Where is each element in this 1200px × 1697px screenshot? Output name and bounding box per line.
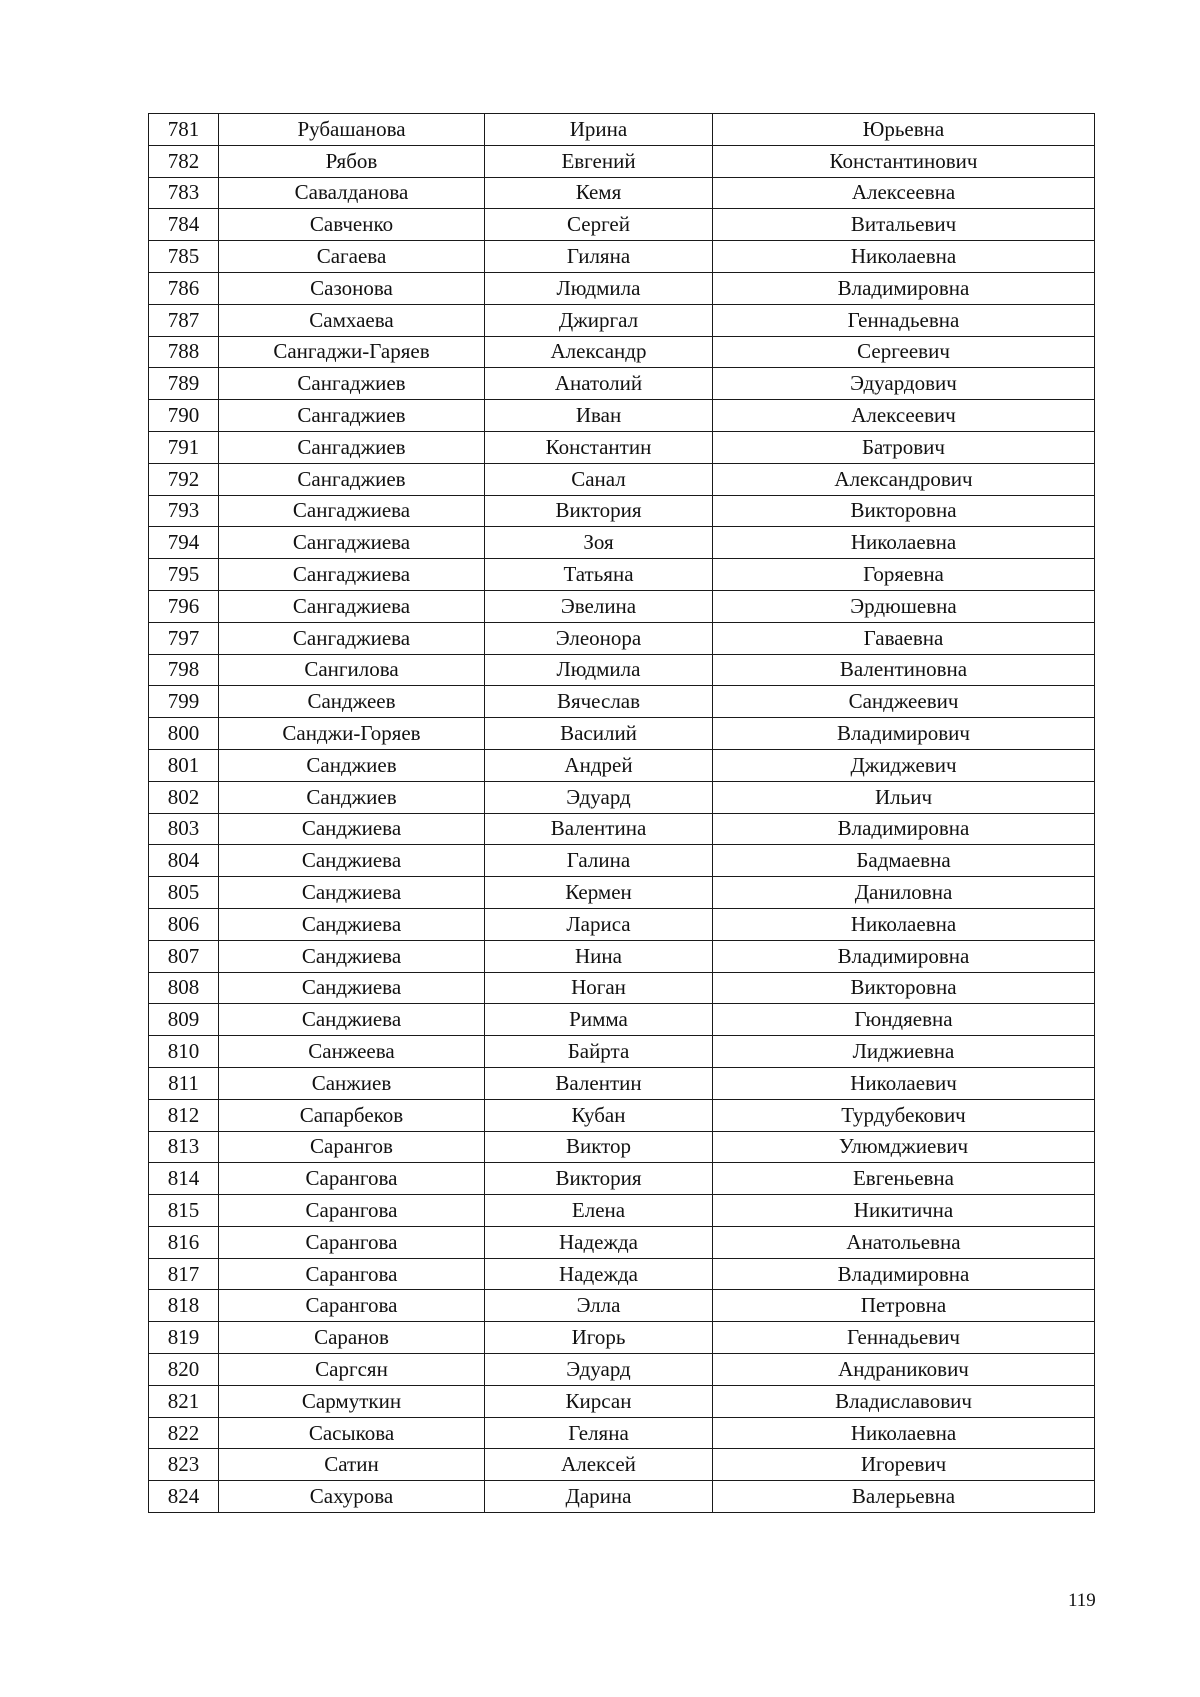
last-name-cell: Сарангова (219, 1226, 485, 1258)
table-row (149, 749, 1095, 781)
table-row (149, 336, 1095, 368)
first-name-cell: Виктория (485, 1163, 713, 1195)
document-page (148, 113, 1094, 1513)
last-name-cell: Сарангов (219, 1131, 485, 1163)
row-number-cell: 800 (149, 718, 219, 750)
row-number-cell: 808 (149, 972, 219, 1004)
row-number-cell: 815 (149, 1195, 219, 1227)
last-name-cell: Санджиева (219, 813, 485, 845)
table-row (149, 1131, 1095, 1163)
patronymic-cell: Владимировна (713, 272, 1095, 304)
first-name-cell: Виктория (485, 495, 713, 527)
first-name-cell: Зоя (485, 527, 713, 559)
row-number-cell: 822 (149, 1417, 219, 1449)
table-row (149, 1385, 1095, 1417)
patronymic-cell: Николаевич (713, 1067, 1095, 1099)
patronymic-cell: Владимировна (713, 940, 1095, 972)
first-name-cell: Гиляна (485, 241, 713, 273)
last-name-cell: Сармуткин (219, 1385, 485, 1417)
row-number-cell: 787 (149, 304, 219, 336)
patronymic-cell: Лиджиевна (713, 1036, 1095, 1068)
first-name-cell: Эвелина (485, 590, 713, 622)
table-row (149, 527, 1095, 559)
first-name-cell: Андрей (485, 749, 713, 781)
last-name-cell: Сахурова (219, 1481, 485, 1513)
name-table (148, 113, 1095, 1513)
table-row (149, 718, 1095, 750)
last-name-cell: Санджиева (219, 908, 485, 940)
patronymic-cell: Викторовна (713, 972, 1095, 1004)
table-row (149, 400, 1095, 432)
table-row (149, 463, 1095, 495)
last-name-cell: Саранов (219, 1322, 485, 1354)
patronymic-cell: Николаевна (713, 527, 1095, 559)
last-name-cell: Санджиев (219, 749, 485, 781)
row-number-cell: 796 (149, 590, 219, 622)
last-name-cell: Сагаева (219, 241, 485, 273)
patronymic-cell: Владимирович (713, 718, 1095, 750)
first-name-cell: Сергей (485, 209, 713, 241)
row-number-cell: 783 (149, 177, 219, 209)
row-number-cell: 803 (149, 813, 219, 845)
patronymic-cell: Даниловна (713, 877, 1095, 909)
last-name-cell: Рябов (219, 145, 485, 177)
patronymic-cell: Евгеньевна (713, 1163, 1095, 1195)
table-row (149, 241, 1095, 273)
first-name-cell: Надежда (485, 1226, 713, 1258)
first-name-cell: Евгений (485, 145, 713, 177)
patronymic-cell: Андраникович (713, 1354, 1095, 1386)
last-name-cell: Санджиев (219, 781, 485, 813)
patronymic-cell: Валерьевна (713, 1481, 1095, 1513)
row-number-cell: 792 (149, 463, 219, 495)
first-name-cell: Татьяна (485, 559, 713, 591)
first-name-cell: Валентин (485, 1067, 713, 1099)
table-row (149, 1481, 1095, 1513)
last-name-cell: Санжиев (219, 1067, 485, 1099)
row-number-cell: 816 (149, 1226, 219, 1258)
row-number-cell: 782 (149, 145, 219, 177)
table-row (149, 368, 1095, 400)
table-row (149, 940, 1095, 972)
first-name-cell: Алексей (485, 1449, 713, 1481)
table-row (149, 1163, 1095, 1195)
table-row (149, 114, 1095, 146)
patronymic-cell: Николаевна (713, 908, 1095, 940)
table-row (149, 1036, 1095, 1068)
last-name-cell: Санджиева (219, 940, 485, 972)
first-name-cell: Константин (485, 431, 713, 463)
table-row (149, 813, 1095, 845)
row-number-cell: 818 (149, 1290, 219, 1322)
first-name-cell: Санал (485, 463, 713, 495)
table-row (149, 177, 1095, 209)
row-number-cell: 809 (149, 1004, 219, 1036)
patronymic-cell: Игоревич (713, 1449, 1095, 1481)
first-name-cell: Геляна (485, 1417, 713, 1449)
patronymic-cell: Гюндяевна (713, 1004, 1095, 1036)
table-row (149, 908, 1095, 940)
row-number-cell: 812 (149, 1099, 219, 1131)
first-name-cell: Елена (485, 1195, 713, 1227)
first-name-cell: Василий (485, 718, 713, 750)
first-name-cell: Александр (485, 336, 713, 368)
table-row (149, 845, 1095, 877)
first-name-cell: Эдуард (485, 781, 713, 813)
row-number-cell: 799 (149, 686, 219, 718)
row-number-cell: 784 (149, 209, 219, 241)
table-row (149, 1258, 1095, 1290)
last-name-cell: Сангаджиев (219, 400, 485, 432)
patronymic-cell: Петровна (713, 1290, 1095, 1322)
row-number-cell: 794 (149, 527, 219, 559)
first-name-cell: Кемя (485, 177, 713, 209)
row-number-cell: 823 (149, 1449, 219, 1481)
last-name-cell: Сасыкова (219, 1417, 485, 1449)
row-number-cell: 813 (149, 1131, 219, 1163)
row-number-cell: 814 (149, 1163, 219, 1195)
row-number-cell: 805 (149, 877, 219, 909)
row-number-cell: 791 (149, 431, 219, 463)
last-name-cell: Сазонова (219, 272, 485, 304)
patronymic-cell: Турдубекович (713, 1099, 1095, 1131)
first-name-cell: Людмила (485, 272, 713, 304)
last-name-cell: Сангаджиева (219, 590, 485, 622)
first-name-cell: Надежда (485, 1258, 713, 1290)
patronymic-cell: Витальевич (713, 209, 1095, 241)
patronymic-cell: Юрьевна (713, 114, 1095, 146)
patronymic-cell: Бадмаевна (713, 845, 1095, 877)
row-number-cell: 789 (149, 368, 219, 400)
patronymic-cell: Горяевна (713, 559, 1095, 591)
patronymic-cell: Константинович (713, 145, 1095, 177)
row-number-cell: 798 (149, 654, 219, 686)
row-number-cell: 795 (149, 559, 219, 591)
first-name-cell: Виктор (485, 1131, 713, 1163)
table-row (149, 877, 1095, 909)
row-number-cell: 801 (149, 749, 219, 781)
row-number-cell: 797 (149, 622, 219, 654)
table-row (149, 495, 1095, 527)
row-number-cell: 806 (149, 908, 219, 940)
first-name-cell: Иван (485, 400, 713, 432)
first-name-cell: Ирина (485, 114, 713, 146)
first-name-cell: Дарина (485, 1481, 713, 1513)
patronymic-cell: Санджеевич (713, 686, 1095, 718)
patronymic-cell: Никитична (713, 1195, 1095, 1227)
patronymic-cell: Алексеевна (713, 177, 1095, 209)
patronymic-cell: Сергеевич (713, 336, 1095, 368)
patronymic-cell: Геннадьевна (713, 304, 1095, 336)
patronymic-cell: Владимировна (713, 813, 1095, 845)
row-number-cell: 785 (149, 241, 219, 273)
row-number-cell: 788 (149, 336, 219, 368)
first-name-cell: Валентина (485, 813, 713, 845)
last-name-cell: Сатин (219, 1449, 485, 1481)
first-name-cell: Кермен (485, 877, 713, 909)
first-name-cell: Лариса (485, 908, 713, 940)
table-row (149, 1417, 1095, 1449)
table-row (149, 559, 1095, 591)
last-name-cell: Сангаджиев (219, 431, 485, 463)
table-row (149, 209, 1095, 241)
patronymic-cell: Улюмджиевич (713, 1131, 1095, 1163)
table-row (149, 1290, 1095, 1322)
last-name-cell: Санджиева (219, 972, 485, 1004)
table-row (149, 1067, 1095, 1099)
row-number-cell: 824 (149, 1481, 219, 1513)
last-name-cell: Сангаджиев (219, 368, 485, 400)
table-row (149, 1449, 1095, 1481)
first-name-cell: Людмила (485, 654, 713, 686)
table-row (149, 622, 1095, 654)
last-name-cell: Санджеев (219, 686, 485, 718)
first-name-cell: Нина (485, 940, 713, 972)
table-row (149, 1226, 1095, 1258)
last-name-cell: Сарангова (219, 1290, 485, 1322)
last-name-cell: Самхаева (219, 304, 485, 336)
table-row (149, 590, 1095, 622)
last-name-cell: Санджиева (219, 1004, 485, 1036)
row-number-cell: 820 (149, 1354, 219, 1386)
page-number: 119 (1068, 1590, 1096, 1611)
patronymic-cell: Валентиновна (713, 654, 1095, 686)
last-name-cell: Сангаджиева (219, 495, 485, 527)
table-row (149, 654, 1095, 686)
table-row (149, 1195, 1095, 1227)
patronymic-cell: Ильич (713, 781, 1095, 813)
last-name-cell: Савалданова (219, 177, 485, 209)
last-name-cell: Сарангова (219, 1195, 485, 1227)
last-name-cell: Сапарбеков (219, 1099, 485, 1131)
table-row (149, 1099, 1095, 1131)
table-row (149, 304, 1095, 336)
name-table-body (149, 114, 1095, 1513)
table-row (149, 145, 1095, 177)
last-name-cell: Сарангова (219, 1163, 485, 1195)
table-row (149, 431, 1095, 463)
last-name-cell: Сангаджи-Гаряев (219, 336, 485, 368)
first-name-cell: Элла (485, 1290, 713, 1322)
patronymic-cell: Николаевна (713, 241, 1095, 273)
row-number-cell: 804 (149, 845, 219, 877)
patronymic-cell: Владимировна (713, 1258, 1095, 1290)
patronymic-cell: Батрович (713, 431, 1095, 463)
row-number-cell: 793 (149, 495, 219, 527)
patronymic-cell: Гаваевна (713, 622, 1095, 654)
first-name-cell: Байрта (485, 1036, 713, 1068)
first-name-cell: Вячеслав (485, 686, 713, 718)
row-number-cell: 790 (149, 400, 219, 432)
last-name-cell: Санжеева (219, 1036, 485, 1068)
patronymic-cell: Эдуардович (713, 368, 1095, 400)
first-name-cell: Джиргал (485, 304, 713, 336)
last-name-cell: Рубашанова (219, 114, 485, 146)
row-number-cell: 802 (149, 781, 219, 813)
table-row (149, 272, 1095, 304)
patronymic-cell: Алексеевич (713, 400, 1095, 432)
patronymic-cell: Викторовна (713, 495, 1095, 527)
last-name-cell: Санджи-Горяев (219, 718, 485, 750)
last-name-cell: Сангаджиева (219, 559, 485, 591)
last-name-cell: Сангаджиев (219, 463, 485, 495)
patronymic-cell: Анатольевна (713, 1226, 1095, 1258)
last-name-cell: Сангаджиева (219, 622, 485, 654)
row-number-cell: 810 (149, 1036, 219, 1068)
patronymic-cell: Геннадьевич (713, 1322, 1095, 1354)
last-name-cell: Савченко (219, 209, 485, 241)
first-name-cell: Элеонора (485, 622, 713, 654)
patronymic-cell: Владиславович (713, 1385, 1095, 1417)
row-number-cell: 817 (149, 1258, 219, 1290)
last-name-cell: Сангаджиева (219, 527, 485, 559)
row-number-cell: 786 (149, 272, 219, 304)
last-name-cell: Санджиева (219, 845, 485, 877)
last-name-cell: Сарангова (219, 1258, 485, 1290)
first-name-cell: Галина (485, 845, 713, 877)
last-name-cell: Санджиева (219, 877, 485, 909)
table-row (149, 1322, 1095, 1354)
row-number-cell: 821 (149, 1385, 219, 1417)
row-number-cell: 819 (149, 1322, 219, 1354)
first-name-cell: Игорь (485, 1322, 713, 1354)
table-row (149, 1004, 1095, 1036)
row-number-cell: 781 (149, 114, 219, 146)
table-row (149, 972, 1095, 1004)
first-name-cell: Римма (485, 1004, 713, 1036)
first-name-cell: Ноган (485, 972, 713, 1004)
first-name-cell: Кирсан (485, 1385, 713, 1417)
patronymic-cell: Николаевна (713, 1417, 1095, 1449)
row-number-cell: 807 (149, 940, 219, 972)
last-name-cell: Сангилова (219, 654, 485, 686)
patronymic-cell: Джиджевич (713, 749, 1095, 781)
patronymic-cell: Эрдюшевна (713, 590, 1095, 622)
table-row (149, 1354, 1095, 1386)
table-row (149, 686, 1095, 718)
first-name-cell: Эдуард (485, 1354, 713, 1386)
first-name-cell: Кубан (485, 1099, 713, 1131)
table-row (149, 781, 1095, 813)
row-number-cell: 811 (149, 1067, 219, 1099)
last-name-cell: Саргсян (219, 1354, 485, 1386)
patronymic-cell: Александрович (713, 463, 1095, 495)
first-name-cell: Анатолий (485, 368, 713, 400)
